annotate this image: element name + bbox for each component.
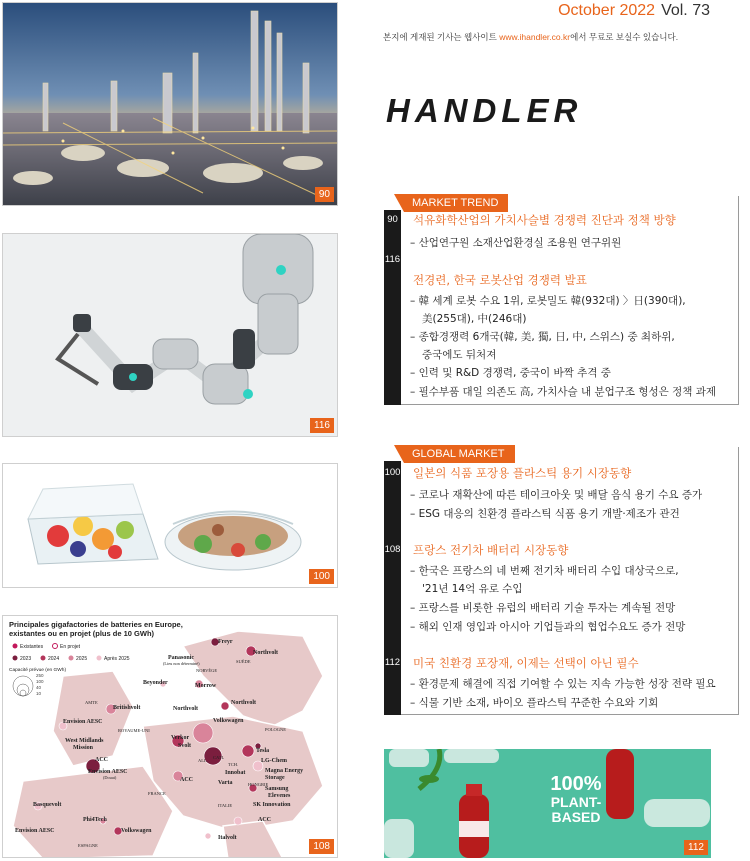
map-label: ACC [95,757,108,763]
map-label: ACC [180,777,193,783]
map-label: FRANCE [148,791,166,796]
map-label: Phi4Tech [83,817,107,823]
issue-date: October 2022 [558,2,656,19]
legend-cap-100: 100 [36,679,44,684]
thumbnail-battery-map[interactable] [2,615,338,858]
issue-volume: Vol. 73 [661,2,710,19]
legend-capacity-label: Capacité prévue (en GWh) [9,668,67,673]
map-label: Samsung [265,786,289,792]
map-factory-marker [221,702,229,710]
article-line: 중국에도 뒤처져 [422,349,497,361]
map-label: Northvolt [253,650,278,656]
map-label: Volkswagen [213,718,244,724]
plant-based-caption [521,773,631,825]
article-line: – 해외 인재 영입과 아시아 기업들과의 협업수요도 증가 전망 [410,621,686,633]
section-bar [384,210,401,405]
article-page-number: 100 [384,467,401,478]
section-market-trend [384,196,739,405]
map-label: ESPAGNE [78,843,98,848]
legend-cap-40: 40 [36,685,42,690]
map-factory-marker [242,745,254,757]
map-label: Panasonic [168,655,195,661]
thumbnail-robot-arm[interactable] [2,233,338,437]
article-page-number: 90 [387,214,398,225]
map-factory-marker [205,833,211,839]
web-notice [383,31,678,43]
notice-text-pre: 본지에 게재된 기사는 웹사이트 [383,32,500,42]
page-badge: 100 [309,569,334,584]
map-label: ROYAUME-UNI [118,728,150,733]
article-title[interactable]: 일본의 식품 포장용 플라스틱 용기 시장동향 [413,466,632,480]
legend-year-2025: 2025 [76,656,88,662]
map-label: Northvolt [231,700,256,706]
section-label: GLOBAL MARKET [404,445,515,463]
map-label: Tesla [256,748,270,754]
map-label: Envision AESC [88,769,128,775]
map-label: Storage [265,775,285,781]
article-line: – ESG 대응의 친환경 플라스틱 식품 용기 개발·제조가 관건 [410,508,680,520]
map-title-line1: Principales gigafactories de batteries en Europe, [9,620,183,629]
food-containers-image [3,464,338,588]
notice-text-post: 에서 무료로 보실수 있습니다. [570,32,679,42]
map-label: (Lieu non déterminé) [163,661,200,666]
map-label: West Midlands [65,738,104,744]
article-page-number: 116 [384,254,401,265]
handler-logo: HANDLER [386,92,583,129]
article-line: – 韓 세계 로봇 수요 1위, 로봇밀도 韓(932대) 〉日(390대), [410,295,686,307]
article-title[interactable]: 전경련, 한국 로봇산업 경쟁력 발표 [413,273,587,287]
legend-year-2023: 2023 [20,656,32,662]
section-global-market [384,447,739,715]
page-badge: 90 [315,187,334,202]
article-line: – 코로나 재확산에 따른 테이크아웃 및 배달 음식 용기 수요 증가 [410,489,703,501]
map-label: POLOGNE [265,727,286,732]
legend-cap-250: 250 [36,673,44,678]
page-badge: 116 [310,418,334,433]
plant-based-line1: PLANT- [550,794,602,810]
map-label: HONGRIE [248,782,269,787]
map-label: AMTE [85,700,98,705]
map-label: TCH. [228,762,239,767]
article-page-number: 112 [384,657,401,668]
map-label: Britishvolt [113,705,141,711]
map-label: Northvolt [173,706,198,712]
map-label: CATL [213,755,225,760]
map-label: SUÈDE [236,659,251,664]
legend-year-2024: 2024 [48,656,60,662]
petrochemical-plant-image [3,3,338,206]
robot-arm-image [3,234,338,437]
article-line: '21년 14억 유로 수입 [422,583,523,595]
article-line: – 한국은 프랑스의 네 번째 전기차 배터리 수입 대상국으로, [410,565,679,577]
map-label: LG-Chem [261,758,287,764]
plant-based-percent: 100% [550,773,602,795]
map-label: Svolt [178,743,192,749]
map-label: Mission [73,745,94,751]
map-label: Volkswagen [121,828,152,834]
map-factory-marker [193,723,213,743]
plant-based-line2: BASED [551,809,601,825]
thumbnail-food-containers[interactable] [2,463,338,588]
map-label: Freyr [218,639,233,645]
thumbnail-plant-bottles[interactable] [384,749,711,858]
map-label: Magna Energy [265,768,304,774]
section-bar [384,461,401,715]
article-line: – 인력 및 R&D 경쟁력, 중국이 바짝 추격 중 [410,367,611,379]
map-label: Verkor [171,735,190,741]
map-label: Envision AESC [15,828,55,834]
article-line: – 산업연구원 소재산업환경실 조용원 연구위원 [410,237,622,249]
page-badge: 108 [309,839,334,854]
map-label: (Douai) [103,775,117,780]
article-title[interactable]: 미국 친환경 포장재, 이제는 선택이 아닌 필수 [413,656,639,670]
article-line: – 식물 기반 소재, 바이오 플라스틱 꾸준한 수요와 기회 [410,697,659,709]
map-label: ALL. [198,758,208,763]
legend-cap-10: 10 [36,691,42,696]
page-badge: 112 [684,840,708,855]
map-label: ITALIE [218,803,233,808]
map-label: Varta [218,780,233,786]
article-title[interactable]: 석유화학산업의 가치사슬별 경쟁력 진단과 정책 방향 [413,213,676,227]
article-line: – 종합경쟁력 6개국(韓, 美, 獨, 日, 中, 스위스) 중 최하위, [410,331,675,343]
map-label: SK Innovation [253,802,291,808]
article-page-number: 108 [384,544,401,555]
issue-info [558,2,710,20]
article-line: – 필수부품 대일 의존도 高, 가치사슬 내 분업구조 형성은 정책 과제 [410,386,717,398]
map-label: Envision AESC [63,719,103,725]
article-line: – 환경문제 해결에 직접 기여할 수 있는 지속 가능한 성장 전략 필요 [410,678,716,690]
map-label: Innobat [225,770,246,776]
map-label: Italvolt [218,835,237,841]
website-link[interactable]: www.ihandler.co.kr [499,32,571,42]
legend-project: En projet [60,644,81,650]
map-label: Elevenes [268,793,291,799]
map-label: Beyonder [143,680,168,686]
map-label: Basquevolt [33,802,62,808]
legend-existing: Existantes [20,644,44,650]
map-factory-marker [234,817,242,825]
map-label: ACC [258,817,271,823]
thumbnail-petrochemical-plant[interactable] [2,2,338,206]
legend-year-after-2025: Après 2025 [104,656,130,662]
section-label: MARKET TREND [404,194,508,212]
article-line: – 프랑스를 비롯한 유럽의 배터리 기술 투자는 계속될 전망 [410,602,676,614]
map-title-line2: existantes ou en projet (plus de 10 GWh) [9,629,155,638]
map-label: Morrow [195,683,217,689]
map-label: NORVÈGE [196,668,218,673]
europe-battery-map [3,616,338,858]
article-line: 美(255대), 中(246대) [422,313,527,325]
article-title[interactable]: 프랑스 전기차 배터리 시장동향 [413,543,569,557]
